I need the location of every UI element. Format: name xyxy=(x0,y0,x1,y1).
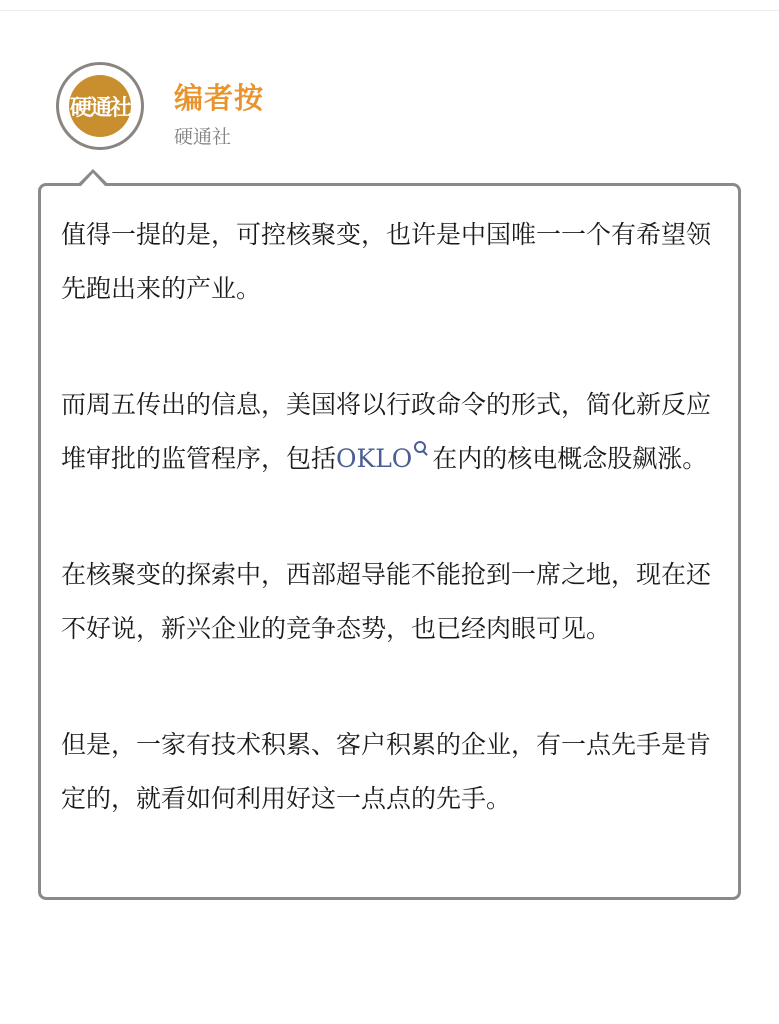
search-icon[interactable] xyxy=(414,441,428,455)
paragraph-2-text-after: 在内的核电概念股飙涨。 xyxy=(432,444,708,473)
editor-note-card xyxy=(38,183,741,900)
paragraph-2-text-before: 而周五传出的信息，美国将以行政命令的形式，简化新反应堆审批的监管程序，包括 xyxy=(61,390,712,473)
article-body xyxy=(61,208,723,888)
paragraph-3: 在核聚变的探索中，西部超导能不能抢到一席之地，现在还不好说，新兴企业的竞争态势，也已经肉眼可见。 xyxy=(61,560,712,643)
top-divider xyxy=(0,10,779,11)
author-name[interactable]: 硬通社 xyxy=(174,126,232,148)
oklo-stock-link[interactable]: OKLO xyxy=(336,444,413,473)
author-header xyxy=(56,62,736,152)
avatar[interactable] xyxy=(56,62,144,150)
paragraph-2 xyxy=(61,378,723,486)
paragraph-1: 值得一提的是，可控核聚变，也许是中国唯一一个有希望领先跑出来的产业。 xyxy=(61,220,712,303)
editor-note-title: 编者按 xyxy=(174,81,265,115)
avatar-logo-text: 硬通社 xyxy=(69,95,130,121)
logo-icon xyxy=(69,75,131,137)
paragraph-4: 但是，一家有技术积累、客户积累的企业，有一点先手是肯定的，就看如何利用好这一点点的先手。 xyxy=(61,730,712,813)
speech-bubble-pointer-fill xyxy=(81,173,105,186)
